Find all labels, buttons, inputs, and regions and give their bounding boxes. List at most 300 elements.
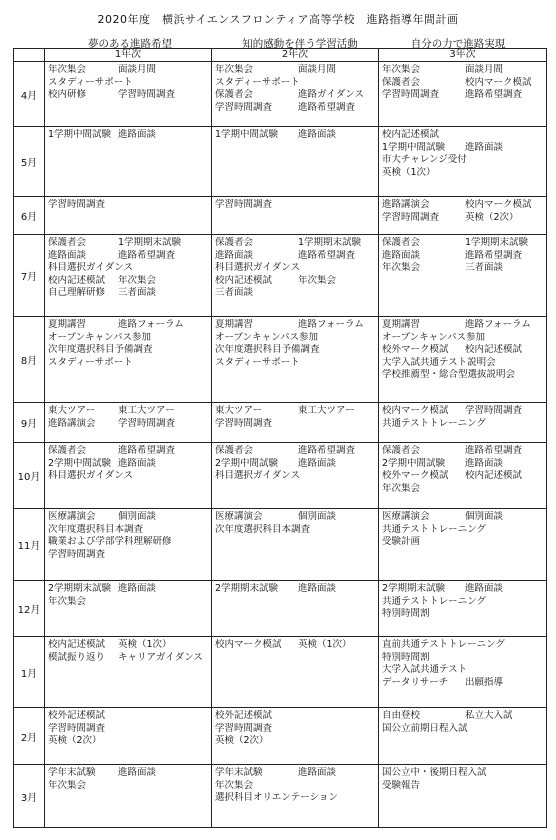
event-line — [382, 89, 544, 102]
event-item: 年次集会 — [48, 779, 87, 791]
event-item: 2学期期末試験 — [215, 583, 279, 594]
grade-cell — [45, 637, 212, 708]
month-label: 5月 — [14, 127, 45, 197]
event-item: 進路希望調査 — [465, 89, 523, 100]
event-item: 学校推薦型・総合型選抜説明会 — [382, 369, 516, 380]
event-line — [215, 129, 376, 142]
grade-cell — [212, 127, 379, 197]
event-item: 個別面談 — [298, 511, 337, 522]
event-list — [212, 62, 378, 114]
event-line — [48, 583, 209, 596]
event-line — [215, 319, 376, 332]
event-line — [382, 369, 544, 382]
event-line — [382, 405, 544, 418]
event-line — [215, 524, 376, 537]
event-item: 年次集会 — [118, 274, 157, 286]
event-line — [48, 780, 209, 793]
month-label: 11月 — [14, 509, 45, 581]
grade-cell — [45, 197, 212, 235]
month-label: 4月 — [14, 62, 45, 127]
event-item: 科目選択ガイダンス — [215, 262, 301, 273]
event-item: 年次集会 — [48, 595, 87, 607]
grade-cell — [212, 197, 379, 235]
event-item: 共通テストトレーニング — [382, 523, 486, 535]
event-line — [382, 357, 544, 370]
event-item: 校内マーク模試 — [215, 639, 282, 650]
event-list — [45, 581, 211, 608]
event-line — [382, 470, 544, 483]
grade-cell — [212, 765, 379, 828]
event-item: 進路面談 — [465, 141, 504, 153]
event-list — [212, 317, 378, 369]
event-line — [382, 212, 544, 225]
event-line — [215, 583, 376, 596]
event-item: 市大チャレンジ受付 — [382, 154, 467, 165]
event-line — [382, 237, 544, 250]
event-line — [215, 287, 376, 300]
event-item: キャリアガイダンス — [118, 651, 203, 663]
event-list — [212, 765, 378, 805]
event-list — [212, 235, 378, 300]
grade-cell — [379, 62, 547, 127]
event-line — [382, 608, 544, 621]
month-label: 9月 — [14, 403, 45, 443]
month-row — [14, 443, 547, 509]
event-item: 年次集会 — [382, 64, 421, 75]
month-row — [14, 581, 547, 637]
event-item: 保護者会 — [382, 237, 421, 248]
grade-cell — [45, 317, 212, 403]
event-item: 東大ツアー — [215, 405, 263, 416]
event-line — [48, 77, 209, 90]
event-line — [382, 767, 544, 780]
grade-cell — [379, 509, 547, 581]
month-label: 2月 — [14, 708, 45, 765]
event-item: 進路希望調査 — [118, 249, 176, 261]
month-label: 3月 — [14, 765, 45, 828]
month-label: 8月 — [14, 317, 45, 403]
event-line — [215, 89, 376, 102]
month-row — [14, 765, 547, 828]
event-line — [215, 405, 376, 418]
grade-header-row — [14, 49, 547, 62]
event-line — [382, 652, 544, 665]
event-item: 校外マーク模試 — [382, 344, 449, 355]
event-item: 進路講演会 — [382, 199, 430, 210]
grade-cell — [45, 509, 212, 581]
event-list — [212, 403, 378, 430]
event-item: 学習時間調査 — [48, 548, 106, 560]
event-line — [382, 77, 544, 90]
event-item: 共通テストトレーニング — [382, 417, 486, 429]
event-item: 学習時間調査 — [465, 405, 523, 416]
month-row — [14, 197, 547, 235]
event-item: 面談月間 — [118, 64, 157, 75]
event-item: 医療講演会 — [215, 511, 263, 522]
event-item: 国公立中・後期日程入試 — [382, 767, 487, 778]
event-line — [48, 445, 209, 458]
event-line — [48, 89, 209, 102]
month-row — [14, 509, 547, 581]
event-item: 次年度選択科目予備調査 — [48, 344, 153, 355]
event-item: 校内記述模試 — [382, 129, 440, 140]
grade-header: 2年次 — [212, 49, 379, 62]
grade-cell — [379, 235, 547, 317]
event-line — [48, 735, 209, 748]
event-item: 校内研修 — [48, 89, 87, 100]
event-item: 学習時間調査 — [215, 417, 273, 429]
event-item: 1学期中間試験 — [382, 141, 446, 153]
event-line — [48, 710, 209, 723]
event-list — [379, 62, 546, 102]
grade-cell — [379, 581, 547, 637]
month-row — [14, 637, 547, 708]
event-line — [382, 780, 544, 793]
grade-cell — [379, 317, 547, 403]
grade-header: 1年次 — [45, 49, 212, 62]
month-label: 1月 — [14, 637, 45, 708]
event-item: オープンキャンパス参加 — [48, 331, 151, 343]
event-item: 進路面談 — [48, 249, 87, 261]
grade-cell — [212, 443, 379, 509]
theme-grade3: 自分の力で進路実現 — [410, 38, 506, 50]
event-list — [45, 637, 211, 664]
event-item: 学習時間調査 — [382, 211, 440, 223]
event-line — [48, 129, 209, 142]
event-line — [48, 549, 209, 562]
event-line — [48, 262, 209, 275]
event-item: 進路講演会 — [48, 417, 96, 429]
grade-cell — [379, 443, 547, 509]
event-line — [215, 344, 376, 357]
event-line — [215, 418, 376, 431]
event-item: 2学期中間試験 — [382, 457, 446, 469]
event-line — [215, 780, 376, 793]
event-item: 英検（2次） — [215, 735, 269, 746]
event-item: 選択科目オリエンテーション — [215, 792, 338, 803]
event-line — [48, 275, 209, 288]
event-item: 進路面談 — [465, 583, 504, 594]
event-item: 夏期講習 — [48, 319, 87, 330]
event-list — [212, 509, 378, 536]
event-line — [382, 332, 544, 345]
event-list — [45, 708, 211, 748]
event-item: 1学期期末試験 — [298, 237, 362, 248]
event-item: 直前共通テストトレーニング — [382, 639, 505, 650]
event-item: 出願指導 — [465, 676, 504, 688]
event-item: 校外記述模試 — [48, 710, 106, 721]
event-line — [382, 483, 544, 496]
event-line — [382, 167, 544, 180]
event-line — [382, 154, 544, 167]
event-item: 校内記述模試 — [465, 470, 523, 481]
event-line — [48, 332, 209, 345]
event-item: 進路希望調査 — [465, 249, 523, 261]
event-item: 大学入試共通テスト — [382, 664, 468, 675]
event-item: 保護者会 — [382, 445, 421, 456]
event-item: 受験報告 — [382, 779, 421, 791]
grade-cell — [379, 708, 547, 765]
event-list — [45, 443, 211, 483]
event-item: 1学期期末試験 — [465, 237, 529, 248]
event-item: 校内記述模試 — [48, 274, 106, 286]
event-line — [48, 458, 209, 471]
event-item: 医療講演会 — [48, 511, 96, 522]
event-item: 保護者会 — [382, 76, 421, 88]
event-line — [48, 652, 209, 665]
event-list — [379, 235, 546, 275]
event-item: スタディーサポート — [215, 76, 300, 88]
event-line — [382, 418, 544, 431]
event-list — [379, 637, 546, 689]
event-list — [379, 317, 546, 382]
event-item: 英検（1次） — [382, 166, 436, 178]
event-item: 夏期講習 — [215, 319, 254, 330]
event-line — [48, 319, 209, 332]
event-list — [212, 127, 378, 142]
event-item: 校外記述模試 — [215, 710, 273, 721]
grade-cell — [45, 403, 212, 443]
event-item: 学習時間調査 — [118, 89, 176, 100]
event-item: 学年末試験 — [215, 767, 263, 778]
event-line — [382, 344, 544, 357]
event-line — [215, 332, 376, 345]
event-line — [48, 470, 209, 483]
grade-cell — [212, 708, 379, 765]
event-list — [212, 443, 378, 483]
event-item: 個別面談 — [118, 511, 157, 522]
event-line — [48, 524, 209, 537]
event-item: 自己理解研修 — [48, 287, 106, 298]
event-item: 受験計画 — [382, 536, 421, 547]
event-item: 進路フォーラム — [465, 319, 531, 330]
event-line — [215, 445, 376, 458]
grade-cell — [379, 765, 547, 828]
grade-cell — [212, 403, 379, 443]
event-item: 2学期中間試験 — [215, 457, 279, 469]
grade-cell — [379, 637, 547, 708]
month-row — [14, 403, 547, 443]
event-item: 進路面談 — [118, 457, 157, 469]
event-line — [48, 344, 209, 357]
event-line — [215, 262, 376, 275]
event-item: 大学入試共通テスト説明会 — [382, 356, 496, 368]
event-line — [382, 710, 544, 723]
event-line — [48, 357, 209, 370]
month-row — [14, 317, 547, 403]
event-list — [379, 765, 546, 792]
event-item: 学習時間調査 — [215, 199, 273, 210]
event-item: 進路希望調査 — [298, 445, 356, 456]
event-list — [379, 509, 546, 549]
event-item: 三者面談 — [118, 287, 157, 298]
event-item: 共通テストトレーニング — [382, 595, 486, 607]
month-row — [14, 235, 547, 317]
event-list — [379, 403, 546, 430]
event-item: 年次集会 — [382, 482, 421, 494]
grade-cell — [379, 197, 547, 235]
event-list — [45, 197, 211, 212]
grade-cell — [379, 403, 547, 443]
event-item: 英検（1次） — [298, 639, 352, 650]
month-label: 6月 — [14, 197, 45, 235]
event-line — [382, 262, 544, 275]
event-line — [215, 237, 376, 250]
grade-cell — [45, 765, 212, 828]
grade-cell — [45, 581, 212, 637]
event-line — [382, 524, 544, 537]
event-item: 保護者会 — [215, 89, 254, 100]
event-item: 2学期中間試験 — [48, 457, 112, 469]
event-line — [382, 583, 544, 596]
event-item: 学年末試験 — [48, 767, 96, 778]
event-line — [215, 357, 376, 370]
event-line — [215, 735, 376, 748]
event-item: 面談月間 — [298, 64, 337, 75]
theme-grade2: 知的感動を伴う学習活動 — [242, 38, 358, 50]
event-line — [215, 792, 376, 805]
month-label: 12月 — [14, 581, 45, 637]
event-item: 進路面談 — [382, 249, 421, 261]
event-item: 進路希望調査 — [298, 101, 356, 113]
event-line — [215, 470, 376, 483]
event-item: スタディーサポート — [215, 356, 300, 368]
event-item: 1学期期末試験 — [118, 237, 182, 248]
event-item: 進路面談 — [118, 767, 157, 778]
event-item: 進路面談 — [298, 457, 337, 469]
event-item: スタディーサポート — [48, 76, 133, 88]
month-label: 7月 — [14, 235, 45, 317]
event-item: 進路希望調査 — [298, 249, 356, 261]
event-item: 保護者会 — [215, 237, 254, 248]
event-item: 科目選択ガイダンス — [215, 470, 301, 481]
event-line — [48, 64, 209, 77]
event-list — [379, 708, 546, 735]
event-item: 国公立前期日程入試 — [382, 722, 468, 734]
event-item: 2学期期末試験 — [382, 583, 446, 594]
event-line — [215, 64, 376, 77]
event-item: 校内マーク模試 — [465, 199, 532, 210]
event-item: 次年度選択科目予備調査 — [215, 344, 320, 355]
grade-cell — [45, 62, 212, 127]
event-item: 東大ツアー — [48, 405, 96, 416]
page-title: 2020年度 横浜サイエンスフロンティア高等学校 進路指導年間計画 — [97, 13, 459, 26]
event-item: 年次集会 — [382, 262, 421, 273]
event-line — [382, 458, 544, 471]
event-item: 東工大ツアー — [298, 405, 355, 416]
event-line — [382, 664, 544, 677]
event-item: 校内記述模試 — [215, 274, 273, 286]
event-item: 夏期講習 — [382, 319, 421, 330]
event-item: 三者面談 — [215, 287, 254, 298]
event-item: 学習時間調査 — [382, 89, 440, 100]
event-list — [212, 637, 378, 652]
event-line — [48, 639, 209, 652]
event-line — [48, 767, 209, 780]
event-item: データリサーチ — [382, 676, 449, 688]
event-item: 進路面談 — [118, 129, 157, 140]
event-item: 英検（1次） — [118, 639, 172, 650]
event-line — [215, 458, 376, 471]
grade-cell — [379, 127, 547, 197]
event-list — [212, 197, 378, 212]
event-item: 進路面談 — [465, 457, 504, 469]
event-item: 進路面談 — [118, 583, 157, 594]
event-item: 進路希望調査 — [465, 445, 523, 456]
event-item: 1学期中間試験 — [48, 129, 112, 140]
event-list — [45, 765, 211, 792]
event-item: 進路ガイダンス — [298, 89, 365, 100]
event-line — [48, 536, 209, 549]
event-line — [382, 511, 544, 524]
month-row — [14, 708, 547, 765]
plan-table — [13, 48, 547, 828]
event-line — [215, 77, 376, 90]
event-item: 医療講演会 — [382, 511, 430, 522]
event-line — [48, 287, 209, 300]
event-item: 進路面談 — [298, 583, 337, 594]
event-list — [379, 581, 546, 621]
event-line — [382, 199, 544, 212]
event-item: 科目選択ガイダンス — [48, 262, 134, 273]
event-item: 英検（2次） — [465, 211, 519, 223]
event-line — [215, 199, 376, 212]
event-line — [215, 511, 376, 524]
grade-cell — [45, 708, 212, 765]
grade-cell — [45, 235, 212, 317]
grade-cell — [212, 235, 379, 317]
event-item: 保護者会 — [48, 445, 87, 456]
event-line — [382, 64, 544, 77]
event-line — [215, 250, 376, 263]
grade-cell — [45, 127, 212, 197]
event-line — [48, 199, 209, 212]
month-row — [14, 127, 547, 197]
event-list — [45, 403, 211, 430]
event-item: 科目選択ガイダンス — [48, 470, 134, 481]
event-list — [379, 443, 546, 495]
event-item: 保護者会 — [215, 445, 254, 456]
event-list — [379, 197, 546, 224]
grade-cell — [212, 581, 379, 637]
event-item: 模試振り返り — [48, 651, 106, 663]
event-line — [48, 250, 209, 263]
event-item: 保護者会 — [48, 237, 87, 248]
event-item: オープンキャンパス参加 — [382, 331, 485, 343]
event-list — [45, 127, 211, 142]
event-line — [215, 723, 376, 736]
event-item: 次年度選択科目本調査 — [48, 523, 144, 535]
event-list — [45, 317, 211, 369]
event-item: 進路フォーラム — [298, 319, 364, 330]
event-item: 特別時間割 — [382, 608, 430, 619]
event-item: 学習時間調査 — [215, 101, 273, 113]
event-item: 東工大ツアー — [118, 405, 175, 416]
event-line — [48, 511, 209, 524]
event-item: 面談月間 — [465, 64, 504, 75]
event-line — [382, 445, 544, 458]
grade-header: 3年次 — [379, 49, 547, 62]
event-item: 英検（2次） — [48, 735, 102, 746]
event-item: 1学期中間試験 — [215, 129, 279, 140]
event-line — [215, 102, 376, 115]
event-line — [48, 723, 209, 736]
event-item: 職業および学部学科理解研修 — [48, 536, 172, 547]
event-item: 学習時間調査 — [118, 417, 176, 429]
grade-cell — [212, 509, 379, 581]
event-item: 次年度選択科目本調査 — [215, 523, 311, 535]
grade-cell — [45, 443, 212, 509]
